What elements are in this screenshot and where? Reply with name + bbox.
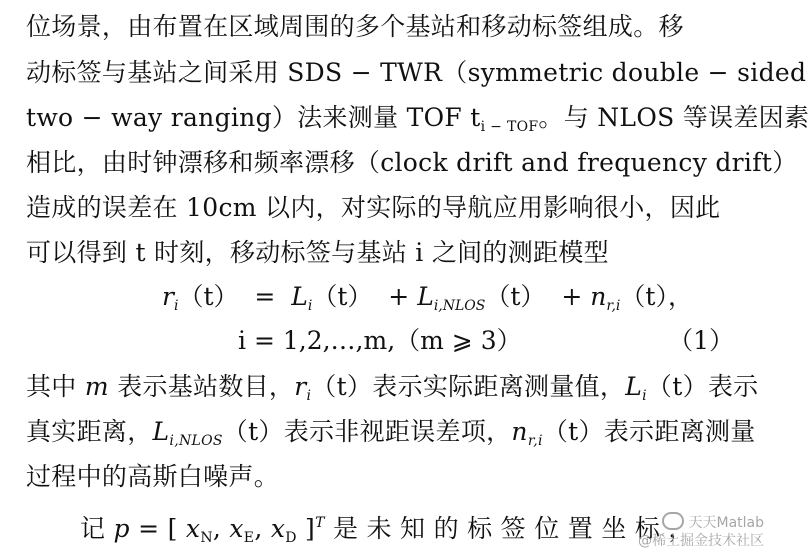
- p2-l2b: （t）表示非视距误差项，: [222, 417, 512, 446]
- p2-L-sub: i: [642, 388, 647, 404]
- ll-f: 是 未 知 的 标 签 位 置 坐 标 ，: [324, 514, 694, 543]
- text-line-6: 可以得到 t 时刻，移动标签与基站 i 之间的测距模型: [26, 238, 609, 267]
- ll-xN: x: [185, 514, 201, 543]
- ll-e: ]: [296, 514, 316, 543]
- eq-t-arg-3: （t）: [485, 282, 546, 311]
- p2-n-sub: r,i: [527, 433, 543, 449]
- watermark: [638, 512, 764, 550]
- ll-p: p: [113, 514, 130, 543]
- tof-subscript: i − TOF: [480, 119, 539, 135]
- p2-m: m: [84, 372, 109, 401]
- eq-t-arg: （t）: [178, 282, 239, 311]
- p2-n: n: [511, 417, 528, 446]
- eq-Lnlos: L: [417, 282, 434, 311]
- eq-n: n: [590, 282, 607, 311]
- eq-r-sub: i: [173, 298, 179, 314]
- text-line-1: 位场景，由布置在区域周围的多个基站和移动标签组成。移: [26, 12, 684, 41]
- text-line-7: [26, 372, 759, 411]
- eq-plus-2: +: [561, 282, 583, 311]
- eq-n-sub: r,i: [606, 298, 621, 314]
- eq-equals: =: [254, 282, 276, 311]
- p2-l1a: 其中: [26, 372, 85, 401]
- p2-l2-L-sub: i,NLOS: [169, 433, 223, 449]
- ll-xN-sub: N: [200, 530, 213, 546]
- text-line-8: [26, 417, 756, 456]
- eq-L: L: [291, 282, 308, 311]
- wechat-icon: [662, 512, 684, 530]
- text-line-4: 相比，由时钟漂移和频率漂移（clock drift and frequency drift）: [26, 148, 798, 177]
- text-line-9: 过程中的高斯白噪声。: [26, 462, 280, 491]
- p2-l1b: 表示基站数目，: [108, 372, 295, 401]
- eq-plus-1: +: [388, 282, 410, 311]
- eq-L-sub: i: [307, 298, 313, 314]
- ll-d: ,: [254, 514, 271, 543]
- p2-L: L: [625, 372, 643, 401]
- ll-c: ,: [212, 514, 230, 543]
- ll-xE-sub: E: [243, 530, 255, 546]
- equation-condition: i = 1,2,…,m,（m ⩾ 3）: [238, 326, 522, 355]
- ll-xD: x: [270, 514, 286, 543]
- ll-b: = [: [129, 514, 186, 543]
- eq-Lnlos-sub: i,NLOS: [433, 298, 486, 314]
- p2-l2a: 真实距离，: [26, 417, 153, 446]
- eq-comma: ，: [667, 282, 693, 311]
- ll-xE: x: [229, 514, 244, 543]
- eq-t-arg-4: （t）: [620, 282, 668, 311]
- eq-r: r: [162, 282, 174, 311]
- text-line-3: [26, 103, 809, 142]
- watermark-line-2: @稀土掘金技术社区: [638, 533, 764, 549]
- equation-number: （1）: [668, 326, 734, 355]
- p2-l2c: （t）表示距离测量: [542, 417, 756, 446]
- watermark-text-1: 天天Matlab: [688, 515, 764, 531]
- watermark-line-1: [638, 512, 764, 532]
- ll-xD-sub: D: [285, 530, 297, 546]
- p2-r: r: [294, 372, 307, 401]
- text-line-2: 动标签与基站之间采用 SDS − TWR（symmetric double − sided: [26, 58, 807, 87]
- ll-a: 记: [80, 514, 114, 543]
- ll-T: T: [315, 515, 325, 531]
- p2-l2-L: L: [152, 417, 170, 446]
- text-line-10: [80, 508, 694, 553]
- eq-t-arg-2: （t）: [312, 282, 373, 311]
- text-line-3-start: two − way ranging）法来测量 TOF t: [26, 103, 481, 132]
- p2-l1d: （t）表示: [646, 372, 759, 401]
- p2-l1c: （t）表示实际距离测量值，: [311, 372, 626, 401]
- equation-line-1: [162, 282, 693, 321]
- text-line-3-end: 。与 NLOS 等误差因素: [538, 103, 809, 132]
- text-line-5: 造成的误差在 10cm 以内，对实际的导航应用影响很小，因此: [26, 193, 721, 222]
- p2-r-sub: i: [306, 388, 312, 404]
